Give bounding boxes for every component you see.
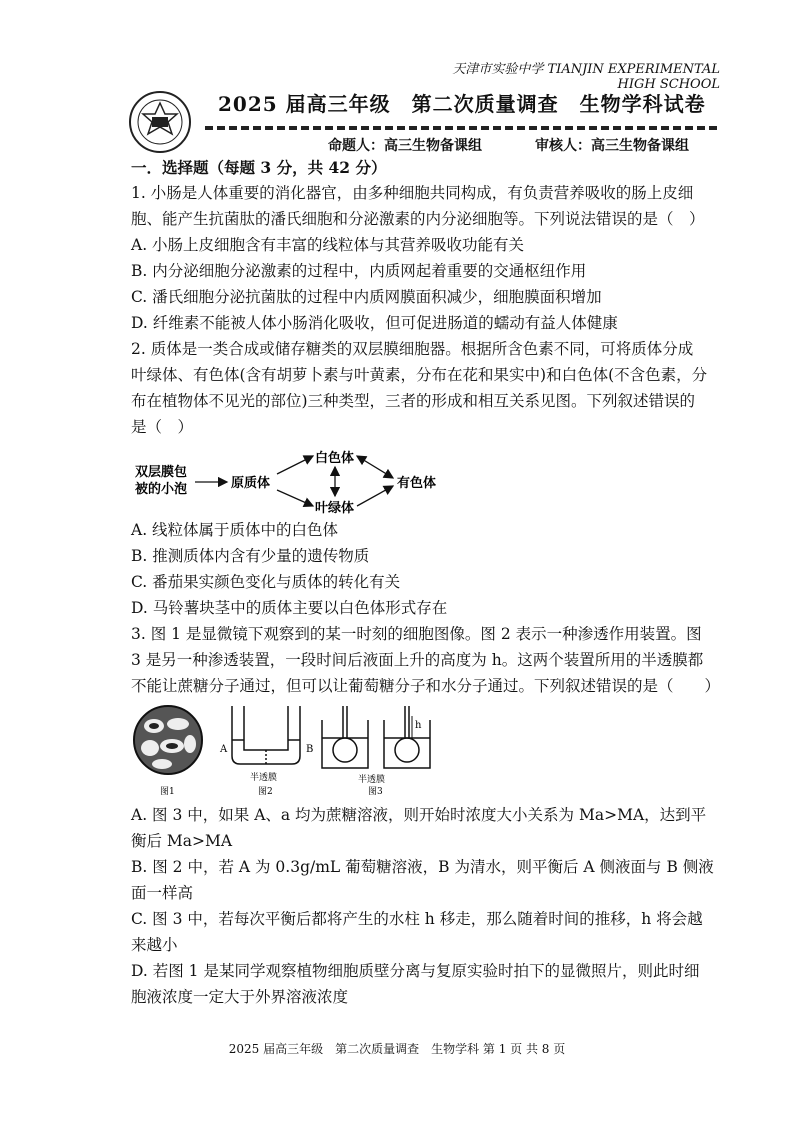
figure-3-membrane-label: 半透膜	[358, 775, 386, 785]
q2-stem-line: 是（ ）	[131, 418, 194, 436]
q3-option-d-cont: 胞液浓度一定大于外界溶液浓度	[131, 988, 349, 1006]
diagram-chloroplast: 叶绿体	[315, 501, 355, 516]
q2-option-c: C. 番茄果实颜色变化与质体的转化有关	[131, 573, 401, 591]
reviewer-text: 审核人：高三生物备课组	[535, 138, 689, 154]
q2-stem-line: 叶绿体、有色体(含有胡萝卜素与叶黄素，分布在花和果实中)和白色体(不含色素，分	[131, 366, 708, 384]
page-footer: 2025 届高三年级 第二次质量调查 生物学科 第 1 页 共 8 页	[228, 1042, 566, 1056]
school-name: 天津市实验中学 TIANJIN EXPERIMENTAL HIGH SCHOOL	[452, 62, 720, 92]
figure-2-u-tube	[232, 706, 300, 764]
q3-option-d: D. 若图 1 是某同学观察植物细胞质壁分离与复原实验时拍下的显微照片，则此时细	[131, 962, 700, 980]
q1-option-c: C. 潘氏细胞分泌抗菌肽的过程中内质网膜面积减少，细胞膜面积增加	[131, 288, 602, 306]
q1-option-b: B. 内分泌细胞分泌激素的过程中，内质网起着重要的交通枢纽作用	[131, 262, 587, 280]
figure-1-caption: 图1	[160, 787, 175, 797]
figure-3-osmometer	[322, 706, 430, 768]
diagram-source-label: 被的小泡	[135, 482, 188, 497]
q3-stem-line: 3 是另一种渗透装置，一段时间后液面上升的高度为 h。这两个装置所用的半透膜都	[131, 651, 704, 669]
figure-2-label-a: A	[220, 744, 228, 755]
q2-option-b: B. 推测质体内含有少量的遗传物质	[131, 547, 370, 565]
q1-option-d: D. 纤维素不能被人体小肠消化吸收，但可促进肠道的蠕动有益人体健康	[131, 314, 618, 332]
q2-option-a: A. 线粒体属于质体中的白色体	[131, 521, 339, 539]
q3-option-a-cont: 衡后 Ma>MA	[131, 832, 233, 850]
author-text: 命题人：高三生物备课组	[328, 138, 482, 154]
osmosis-figures	[132, 702, 442, 798]
school-logo-icon	[128, 90, 192, 154]
section-heading: 一．选择题（每题 3 分，共 42 分）	[131, 158, 387, 177]
figure-1-micrograph	[134, 706, 202, 774]
diagram-source-label: 双层膜包	[135, 465, 188, 480]
diagram-leucoplast: 白色体	[315, 451, 355, 466]
figure-2-label-b: B	[306, 744, 314, 755]
page-title: 2025 届高三年级 第二次质量调查 生物学科试卷	[218, 92, 706, 116]
q3-stem-line: 3. 图 1 是显微镜下观察到的某一时刻的细胞图像。图 2 表示一种渗透作用装置。图	[131, 625, 702, 643]
figure-2-membrane-label: 半透膜	[250, 773, 278, 783]
q1-stem-line: 1. 小肠是人体重要的消化器官，由多种细胞共同构成，有负责营养吸收的肠上皮细	[131, 184, 694, 202]
diagram-chromoplast: 有色体	[397, 476, 437, 491]
q3-option-a: A. 图 3 中，如果 A、a 均为蔗糖溶液，则开始时浓度大小关系为 Ma>MA，达到平	[131, 806, 707, 824]
title-divider	[205, 126, 717, 130]
q3-stem-line: 不能让蔗糖分子通过，但可以让葡萄糖分子和水分子通过。下列叙述错误的是（ ）	[131, 677, 721, 695]
q3-option-c-cont: 来越小	[131, 936, 178, 954]
figure-3-h-label: h	[415, 720, 422, 731]
q3-option-c: C. 图 3 中，若每次平衡后都将产生的水柱 h 移走，那么随着时间的推移，h 将会越	[131, 910, 703, 928]
q3-option-b-cont: 面一样高	[131, 884, 194, 902]
q1-stem-line: 胞、能产生抗菌肽的潘氏细胞和分泌激素的内分泌细胞等。下列说法错误的是（ ）	[131, 210, 705, 228]
diagram-proplastid: 原质体	[231, 476, 271, 491]
q2-stem-line: 2. 质体是一类合成或储存糖类的双层膜细胞器。根据所含色素不同，可将质体分成	[131, 340, 694, 358]
q3-option-b: B. 图 2 中，若 A 为 0.3g/mL 葡萄糖溶液，B 为清水，则平衡后 A 侧液面与 B 侧液	[131, 858, 714, 876]
q2-stem-line: 布在植物体不见光的部位)三种类型，三者的形成和相互关系见图。下列叙述错误的	[131, 392, 696, 410]
q2-option-d: D. 马铃薯块茎中的质体主要以白色体形式存在	[131, 599, 448, 617]
plastid-relationship-diagram	[135, 446, 455, 516]
figure-2-caption: 图2	[258, 787, 273, 797]
q1-option-a: A. 小肠上皮细胞含有丰富的线粒体与其营养吸收功能有关	[131, 236, 525, 254]
figure-3-caption: 图3	[368, 787, 383, 797]
